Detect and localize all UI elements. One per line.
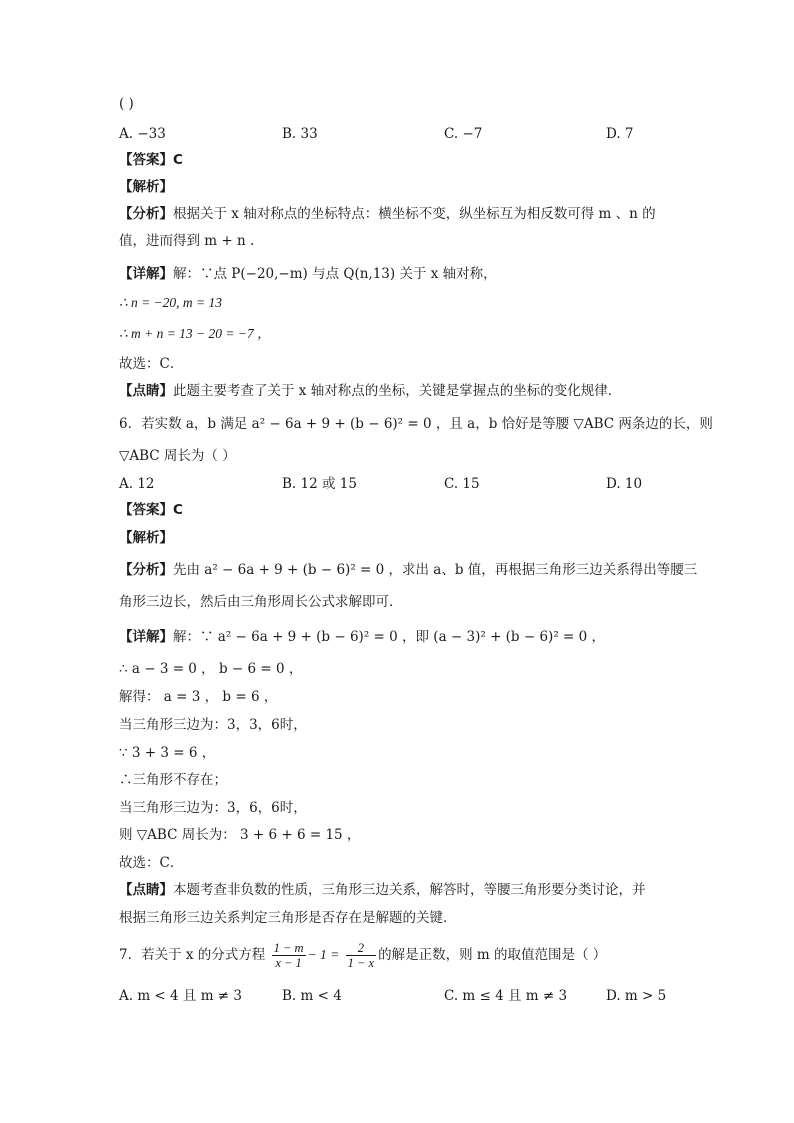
- q7-fraction-1: [272, 941, 306, 970]
- q6-choose: 故选：C．: [119, 855, 184, 871]
- q6-fenxi-line-1: [119, 560, 697, 580]
- q7-fraction-1-denominator: x − 1: [275, 956, 302, 970]
- q6-fenxi-text-1: 先由 a² − 6a + 9 + (b − 6)² = 0 ，求出 a、b 值，再根据三角形三边关系得出等腰三: [173, 562, 698, 578]
- fenxi-tag: 【分析】: [119, 206, 173, 222]
- fenxi-tag: 【分析】: [119, 562, 173, 578]
- q6-dianjing-text-2: 根据三角形三边关系判定三角形是否存在是解题的关键．: [119, 910, 457, 926]
- dianjing-tag: 【点睛】: [119, 882, 173, 898]
- q6-option-a: A. 12: [119, 476, 155, 492]
- q6-step-5: ∴三角形不存在；: [119, 772, 227, 788]
- q6-xiangjie-text: 解：∵ a² − 6a + 9 + (b − 6)² = 0 ，即 (a − 3)² + (b − 6)² = 0 ，: [173, 629, 606, 645]
- q6-step-6: 当三角形三边为：3，6，6时，: [119, 800, 307, 816]
- q5-step-1: ∴ n = −20, m = 13: [119, 295, 223, 310]
- q7-option-d: D. m > 5: [606, 988, 667, 1004]
- q6-xiangjie-line: [119, 627, 605, 647]
- q5-dianjing-line: [119, 381, 621, 401]
- q6-dianjing-line-1: [119, 880, 646, 900]
- q7-fraction-2-numerator: 2: [346, 941, 376, 956]
- q7-option-c: C. m ≤ 4 且 m ≠ 3: [444, 988, 568, 1004]
- q5-dianjing-text: 此题主要考查了关于 x 轴对称点的坐标，关键是掌握点的坐标的变化规律．: [173, 383, 622, 399]
- q6-option-d: D. 10: [606, 476, 643, 492]
- q6-stem-2: ▽ABC 周长为（ ）: [119, 448, 236, 464]
- q6-step-2: 解得： a = 3 ， b = 6 ，: [119, 689, 278, 705]
- q5-fenxi-text-1: 根据关于 x 轴对称点的坐标特点：横坐标不变，纵坐标互为相反数可得 m 、n 的: [173, 206, 656, 222]
- q5-option-a: A. −33: [119, 126, 166, 142]
- xiangjie-tag: 【详解】: [119, 266, 173, 282]
- q7-stem-post: 的解是正数，则 m 的取值范围是（ ）: [378, 947, 607, 963]
- q5-fenxi-text-2: 值，进而得到 m + n .: [119, 233, 255, 249]
- q5-analysis-heading: 【解析】: [119, 179, 173, 195]
- q7-option-b: B. m < 4: [282, 988, 342, 1004]
- q5-bracket: ( ): [119, 96, 134, 112]
- q7-equation-middle: − 1 =: [307, 947, 340, 962]
- q6-step-7: 则 ▽ABC 周长为： 3 + 6 + 6 = 15 ，: [119, 827, 361, 843]
- q6-analysis-heading: 【解析】: [119, 530, 173, 546]
- q5-option-c: C. −7: [444, 126, 483, 142]
- q5-option-b: B. 33: [282, 126, 318, 142]
- q6-step-4: ∵ 3 + 3 = 6 ，: [119, 745, 216, 761]
- q6-dianjing-text-1: 本题考查非负数的性质，三角形三边关系，解答时，等腰三角形要分类讨论，并: [173, 882, 646, 898]
- q7-stem-pre: 7．若关于 x 的分式方程: [119, 947, 266, 963]
- q5-answer: 【答案】C: [119, 152, 183, 168]
- q5-xiangjie-text: 解：∵点 P(−20,−m) 与点 Q(n,13) 关于 x 轴对称，: [173, 266, 497, 282]
- q6-step-1: ∴ a − 3 = 0 ， b − 6 = 0 ，: [119, 661, 303, 677]
- q5-xiangjie-line: [119, 264, 497, 284]
- xiangjie-tag: 【详解】: [119, 629, 173, 645]
- q6-option-b: B. 12 或 15: [282, 476, 357, 492]
- q6-option-c: C. 15: [444, 476, 480, 492]
- q7-fraction-2-denominator: 1 − x: [347, 956, 375, 970]
- q5-fenxi-line-1: [119, 204, 656, 224]
- q5-option-d: D. 7: [606, 126, 634, 142]
- q7-stem: [119, 938, 606, 972]
- q6-fenxi-text-2: 角形三边长，然后由三角形周长公式求解即可．: [119, 594, 403, 610]
- q6-step-3: 当三角形三边为：3，3，6时，: [119, 717, 307, 733]
- q6-stem-1: 6．若实数 a，b 满足 a² − 6a + 9 + (b − 6)² = 0 ，且 a，b 恰好是等腰 ▽ABC 两条边的长，则: [119, 416, 713, 432]
- q7-option-a: A. m < 4 且 m ≠ 3: [119, 988, 242, 1004]
- q7-fraction-1-numerator: 1 − m: [273, 941, 304, 955]
- q7-fraction-2: [346, 941, 376, 970]
- q6-answer: 【答案】C: [119, 502, 183, 518]
- q5-choose: 故选：C．: [119, 356, 184, 372]
- dianjing-tag: 【点睛】: [119, 383, 173, 399]
- q5-step-2: ∴ m + n = 13 − 20 = −7 ，: [119, 326, 271, 341]
